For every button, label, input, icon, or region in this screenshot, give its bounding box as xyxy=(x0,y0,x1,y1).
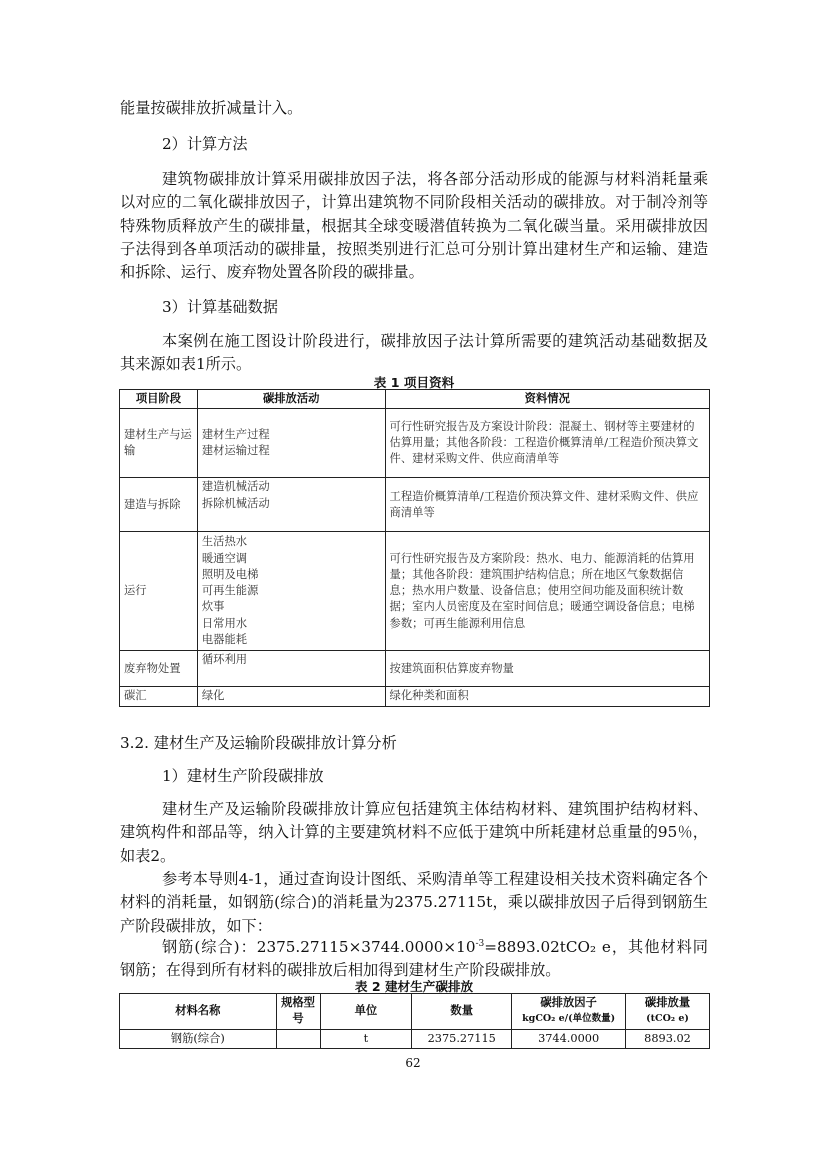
page-number: 62 xyxy=(405,1056,421,1070)
table2-emission: 8893.02 xyxy=(626,1029,710,1048)
table-row xyxy=(120,478,710,532)
table2-unit: t xyxy=(320,1029,412,1048)
table2-header-unit: 单位 xyxy=(320,994,412,1030)
table-row xyxy=(120,651,710,687)
table1-stage: 运行 xyxy=(120,532,198,651)
table-material-emission xyxy=(119,993,710,1049)
table2-header-emission: 碳排放量 (tCO₂ e) xyxy=(626,994,710,1030)
table1-stage: 建材生产与运输 xyxy=(120,409,198,478)
table1-activities: 绿化 xyxy=(197,687,385,706)
table1-stage: 碳汇 xyxy=(120,687,198,706)
paragraph-data: 本案例在施工图设计阶段进行，碳排放因子法计算所需要的建筑活动基础数据及其来源如表1所示。 xyxy=(120,332,708,374)
table-row xyxy=(120,409,710,478)
table1-header-row xyxy=(120,390,710,409)
table2-qty: 2375.27115 xyxy=(412,1029,512,1048)
table1-info: 可行性研究报告及方案设计阶段：混凝土、钢材等主要建材的估算用量；其他各阶段：工程造价概算清单/工程造价预决算文件、建材采购文件、供应商清单等 xyxy=(385,409,709,478)
table2-header-qty: 数量 xyxy=(412,994,512,1030)
paragraph-formula: 钢筋(综合)：$2375.27115\times 3744.0000\times 10^{-3}=8893.02tCO_2$ e，其他材料同钢筋；在得到所有材料的碳排放后相加得到建材生产阶段碳排放。 xyxy=(120,938,708,980)
paragraph-method: 建筑物碳排放计算采用碳排放因子法，将各部分活动形成的能源与材料消耗量乘以对应的二氧化碳排放因子，计算出建筑物不同阶段相关活动的碳排放。对于制冷剂等特殊物质释放产生的碳排量，根据其全球变暖潜值转换为二氧化碳当量。采用碳排放因子法得到各单项活动的碳排量，按照类别进行汇总可分别计算出建材生产和运输、建造和拆除、运行、废弃物处置各阶段的碳排量。 xyxy=(120,170,708,282)
table1-activities: 生活热水 暖通空调 照明及电梯 可再生能源 炊事 日常用水 电器能耗 xyxy=(197,532,385,651)
table1-header-info: 资料情况 xyxy=(385,390,709,409)
table1-info: 可行性研究报告及方案阶段：热水、电力、能源消耗的估算用量；其他各阶段：建筑围护结构信息；所在地区气象数据信息；热水用户数量、设备信息；使用空间功能及面积统计数据；室内人员密度及在室时间信息；暖通空调设备信息；电梯参数；可再生能源利用信息 xyxy=(385,532,709,651)
table-row xyxy=(120,687,710,706)
table2-name: 钢筋(综合) xyxy=(120,1029,277,1048)
table1-info: 工程造价概算清单/工程造价预决算文件、建材采购文件、供应商清单等 xyxy=(385,478,709,532)
table2-header-factor: 碳排放因子 kgCO₂ e/(单位数量) xyxy=(512,994,626,1030)
paragraph-intro: 能量按碳排放折减量计入。 xyxy=(120,99,303,117)
table2-spec xyxy=(276,1029,320,1048)
table2-caption: 表 2 建材生产碳排放 xyxy=(354,979,474,994)
table1-activities: 建造机械活动 拆除机械活动 xyxy=(197,478,385,532)
table2-header-name: 材料名称 xyxy=(120,994,277,1030)
table1-stage: 废弃物处置 xyxy=(120,651,198,687)
section-title: 3.2. 建材生产及运输阶段碳排放计算分析 xyxy=(120,734,397,752)
table-row xyxy=(120,532,710,651)
table2-header-spec: 规格型号 xyxy=(276,994,320,1030)
heading-production: 1）建材生产阶段碳排放 xyxy=(162,767,324,785)
table1-activities: 建材生产过程 建材运输过程 xyxy=(197,409,385,478)
heading-method: 2）计算方法 xyxy=(162,135,248,153)
table1-info: 绿化种类和面积 xyxy=(385,687,709,706)
paragraph-steel: 参考本导则4-1，通过查询设计图纸、采购清单等工程建设相关技术资料确定各个材料的消耗量，如钢筋(综合)的消耗量为2375.27115t，乘以碳排放因子后得到钢筋生产阶段碳排放，如下： xyxy=(120,870,708,935)
table2-header-row xyxy=(120,994,710,1030)
table-project-info xyxy=(119,389,710,707)
table1-stage: 建造与拆除 xyxy=(120,478,198,532)
table1-info: 按建筑面积估算废弃物量 xyxy=(385,651,709,687)
table1-header-stage: 项目阶段 xyxy=(120,390,198,409)
paragraph-production: 建材生产及运输阶段碳排放计算应包括建筑主体结构材料、建筑围护结构材料、建筑构件和部品等，纳入计算的主要建筑材料不应低于建筑中所耗建材总重量的95％，如表2。 xyxy=(120,800,708,865)
table1-caption: 表 1 项目资料 xyxy=(373,375,455,390)
table-row xyxy=(120,1029,710,1048)
heading-data: 3）计算基础数据 xyxy=(162,298,278,316)
table1-header-activity: 碳排放活动 xyxy=(197,390,385,409)
table2-factor: 3744.0000 xyxy=(512,1029,626,1048)
table1-activities: 循环利用 xyxy=(197,651,385,687)
